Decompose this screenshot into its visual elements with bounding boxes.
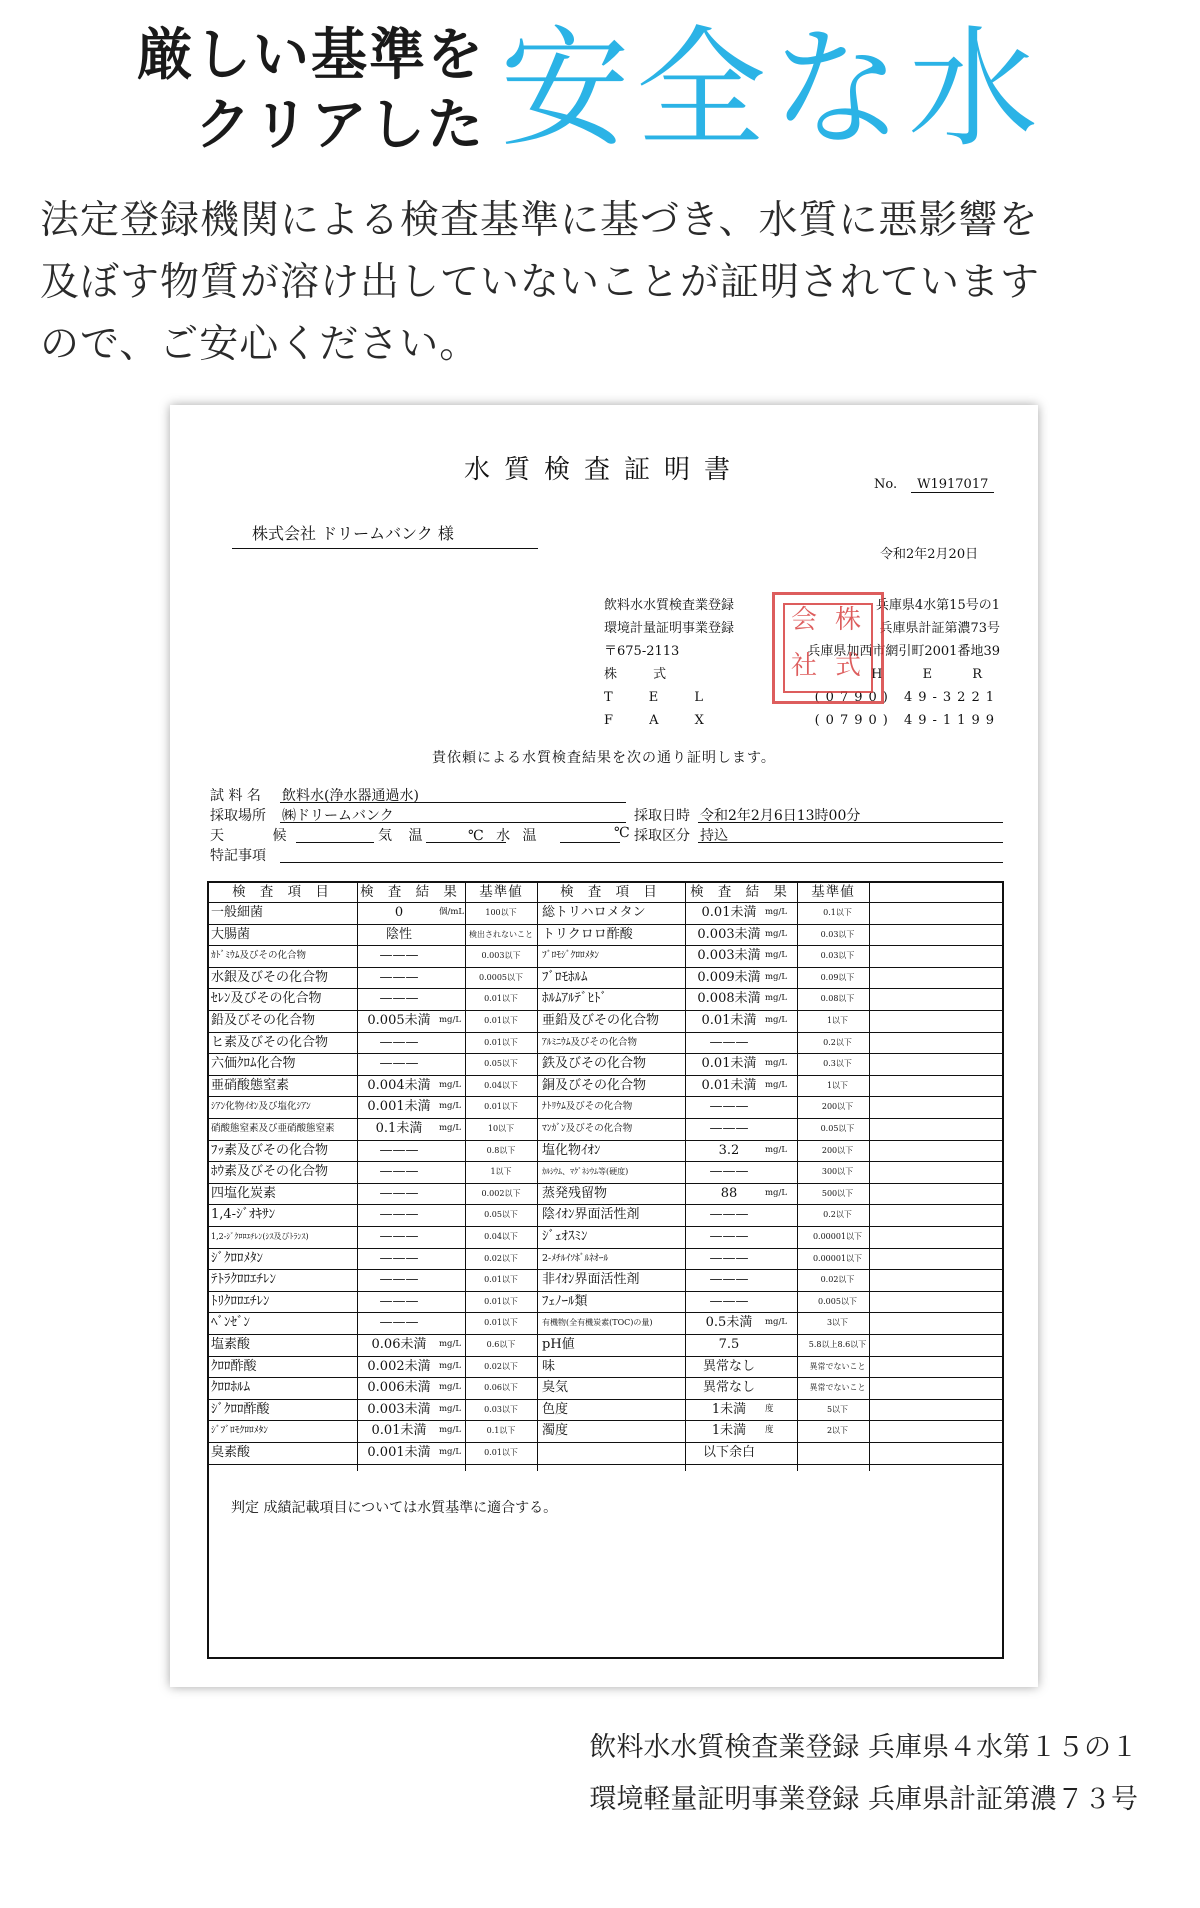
cell-item2: 亜鉛及びその化合物 — [542, 1013, 660, 1028]
cell-unit2 — [765, 1269, 795, 1291]
header-standard-2: 基準値 — [811, 884, 855, 900]
results-table — [207, 881, 1004, 1659]
header-result: 検 査 結 果 — [360, 884, 462, 900]
cell-item2: 陰ｲｵﾝ界面活性剤 — [542, 1207, 640, 1223]
cell-item: 四塩化炭素 — [211, 1185, 277, 1201]
sample-name-label: 試 料 名 — [210, 788, 261, 804]
column-divider — [465, 883, 466, 1471]
cell-result: 0.006未満 — [367, 1380, 431, 1396]
column-divider — [869, 883, 870, 1471]
cell-std: 0.01以下 — [484, 1275, 518, 1285]
cell-item2: 塩化物ｲｵﾝ — [542, 1142, 601, 1158]
headline-lead — [55, 20, 485, 160]
cell-result: ——— — [379, 1207, 419, 1223]
issuer-row-right: H E R — [871, 667, 1000, 682]
cell-item2: ﾅﾄﾘｳﾑ及びその化合物 — [542, 1101, 633, 1113]
footer-line2: 環境軽量証明事業登録 兵庫県計証第濃７３号 — [589, 1784, 1138, 1815]
table-row — [209, 1356, 1002, 1379]
cell-std: 0.003以下 — [481, 951, 521, 961]
intro-text — [40, 190, 1170, 376]
sampling-category-label: 採取区分 — [634, 828, 690, 844]
cell-unit2 — [765, 1118, 795, 1140]
cell-item: 六価ｸﾛﾑ化合物 — [211, 1056, 296, 1072]
cell-result: ——— — [379, 1250, 419, 1266]
cell-unit: mg/L — [439, 1382, 462, 1393]
issuer-row-left: F A X — [604, 713, 720, 728]
table-row — [209, 1010, 1002, 1033]
cell-std: 0.04以下 — [484, 1080, 518, 1090]
cell-std2 — [801, 1442, 874, 1464]
cell-result2: 以下余白 — [702, 1445, 755, 1460]
cell-std2: 2以下 — [826, 1426, 849, 1436]
cell-unit2 — [765, 1204, 795, 1226]
cell-item: 1,2-ｼﾞｸﾛﾛｴﾁﾚﾝ(ｼｽ及びﾄﾗﾝｽ) — [211, 1232, 309, 1241]
cell-unit2: mg/L — [765, 1058, 788, 1069]
cell-unit2 — [765, 1334, 795, 1356]
column-divider — [797, 883, 798, 1471]
cell-item2: 2-ﾒﾁﾙｲｿﾎﾞﾙﾈｵｰﾙ — [542, 1252, 609, 1264]
cell-unit2: mg/L — [765, 1144, 788, 1155]
cell-result: ——— — [379, 948, 419, 964]
underline — [280, 785, 626, 803]
cell-unit: mg/L — [439, 1079, 462, 1090]
air-temp-label: 気 温 — [378, 828, 429, 844]
cell-result: ——— — [379, 1315, 419, 1331]
table-row — [209, 1140, 1002, 1163]
cell-std2: 異常でないこと — [809, 1361, 866, 1371]
cell-result2: 異常なし — [702, 1380, 755, 1396]
cell-item2: ｼﾞｪｵｽﾐﾝ — [542, 1229, 588, 1244]
table-row — [209, 1291, 1002, 1314]
cell-result2: 0.009未満 — [697, 969, 761, 985]
table-row — [209, 1334, 1002, 1357]
cell-std: 0.03以下 — [484, 1404, 518, 1414]
certificate-number — [874, 477, 994, 493]
table-row — [209, 1053, 1002, 1076]
cell-unit2: mg/L — [765, 907, 788, 917]
headline-line2: クリアした — [195, 92, 485, 158]
cell-result2: ——— — [709, 1293, 749, 1309]
certificate-title: 水質検査証明書 — [463, 455, 744, 485]
cell-std2: 300以下 — [821, 1167, 854, 1177]
cell-result: 0.004未満 — [367, 1077, 431, 1093]
cell-std2: 0.00001以下 — [812, 1232, 863, 1241]
registration-footer — [589, 1722, 1138, 1826]
cell-unit: mg/L — [439, 1447, 462, 1457]
cell-result2: 0.01未満 — [701, 1056, 757, 1072]
cell-std2: 5.8以上8.6以下 — [808, 1340, 867, 1349]
cell-unit2 — [765, 1096, 795, 1118]
cell-item: ﾎｳ素及びその化合物 — [211, 1164, 329, 1180]
cell-std: 0.01以下 — [484, 1296, 518, 1306]
table-row — [209, 967, 1002, 990]
cell-std: 0.1以下 — [486, 1426, 516, 1436]
cell-result: ——— — [379, 1056, 419, 1072]
cell-item: 塩素酸 — [211, 1337, 251, 1352]
cell-result: ——— — [379, 1272, 419, 1288]
table-row — [209, 988, 1002, 1011]
cell-unit2 — [765, 1442, 795, 1464]
cell-result: 陰性 — [385, 926, 412, 942]
cell-item: 一般細菌 — [211, 905, 264, 920]
issuer-row-right: 兵庫県加西市網引町2001番地39 — [807, 644, 1000, 659]
table-row — [209, 1312, 1002, 1335]
cell-unit: 個/mL — [439, 907, 465, 917]
cell-result: 0.01未満 — [371, 1423, 427, 1439]
cell-unit: mg/L — [439, 1101, 462, 1112]
cell-std: 0.04以下 — [484, 1232, 518, 1241]
cell-item2: 味 — [542, 1358, 556, 1374]
intro-line2: 及ぼす物質が溶け出していないことが証明されています — [40, 260, 1041, 305]
cell-item: ｼｱﾝ化物ｲｵﾝ及び塩化ｼｱﾝ — [211, 1101, 311, 1113]
seal-character: 式 — [835, 651, 862, 681]
issuer-row-left: 環境計量証明事業登録 — [604, 621, 735, 636]
issuer-row-right: (0790) 49-3221 — [814, 690, 1000, 705]
cell-std2: 0.05以下 — [820, 1124, 855, 1133]
cell-unit: mg/L — [439, 1360, 462, 1371]
cell-unit2 — [765, 1377, 795, 1399]
cell-item2: 非ｲｵﾝ界面活性剤 — [542, 1272, 640, 1288]
cell-result2: 0.003未満 — [697, 948, 761, 964]
cell-std: 0.8以下 — [486, 1145, 516, 1155]
cell-item2 — [542, 1442, 684, 1464]
cell-unit2 — [765, 1226, 795, 1248]
underline — [280, 845, 1003, 863]
cell-std: 0.05以下 — [484, 1210, 518, 1220]
cell-result: ——— — [379, 1229, 419, 1244]
cell-unit2: mg/L — [765, 950, 788, 961]
table-row — [209, 924, 1002, 947]
intro-line3: ので、ご安心ください。 — [40, 322, 480, 367]
sampling-place-label: 採取場所 — [210, 808, 266, 824]
cell-std2: 200以下 — [821, 1102, 854, 1112]
cell-std: 0.6以下 — [486, 1340, 516, 1349]
cell-std: 検出されないこと — [469, 929, 533, 939]
cell-unit: mg/L — [439, 1403, 462, 1414]
cell-item: ｼﾞﾌﾞﾛﾓｸﾛﾛﾒﾀﾝ — [211, 1425, 269, 1437]
cell-item2: pH値 — [542, 1337, 575, 1352]
cell-result: 0.001未満 — [367, 1099, 431, 1115]
seal-character: 社 — [791, 651, 818, 681]
cell-unit2: mg/L — [765, 928, 788, 939]
header-item: 検 査 項 目 — [232, 884, 334, 900]
underline — [560, 825, 620, 843]
table-row — [209, 1377, 1002, 1400]
cell-std2: 0.2以下 — [823, 1210, 852, 1220]
table-row — [209, 1183, 1002, 1206]
cell-std2: 1以下 — [826, 1016, 849, 1025]
column-divider — [685, 883, 686, 1471]
company-seal-stamp — [772, 592, 884, 704]
header-item-2: 検 査 項 目 — [560, 884, 662, 900]
issuer-row-right: 兵庫県4水第15号の1 — [875, 598, 1000, 613]
cell-std: 0.01以下 — [484, 1016, 518, 1025]
cell-result2: 0.003未満 — [697, 926, 761, 942]
cell-result2: 0.01未満 — [701, 905, 757, 920]
cell-item2: 臭気 — [542, 1380, 569, 1396]
cell-unit2 — [765, 1032, 795, 1054]
cell-result2: ——— — [709, 1272, 749, 1288]
header-standard: 基準値 — [479, 884, 523, 900]
table-row — [209, 902, 1002, 925]
cell-result2: 7.5 — [718, 1337, 740, 1352]
cell-item: ﾃﾄﾗｸﾛﾛｴﾁﾚﾝ — [211, 1272, 276, 1288]
underline — [698, 805, 1003, 823]
issuer-row-left: 株 式 — [604, 667, 683, 682]
table-row — [209, 1118, 1002, 1141]
cell-unit2: mg/L — [765, 1187, 788, 1198]
cell-item: ﾍﾞﾝｾﾞﾝ — [211, 1315, 250, 1331]
cell-std2: 0.005以下 — [818, 1296, 857, 1306]
certification-statement: 貴依頼による水質検査結果を次の通り証明します。 — [432, 750, 776, 766]
cell-result: ——— — [379, 969, 419, 985]
cell-item2: ﾏﾝｶﾞﾝ及びその化合物 — [542, 1123, 633, 1134]
cell-item: 硝酸態窒素及び亜硝酸態窒素 — [211, 1123, 335, 1134]
table-row — [209, 1096, 1002, 1119]
cell-result: ——— — [379, 1293, 419, 1309]
cell-item: ﾄﾘｸﾛﾛｴﾁﾚﾝ — [211, 1293, 270, 1309]
column-divider — [357, 883, 358, 1471]
table-row — [209, 1161, 1002, 1184]
cell-item: 亜硝酸態窒素 — [211, 1077, 290, 1093]
certificate-number-value: W1917017 — [911, 477, 994, 493]
cell-std: 0.05以下 — [484, 1059, 518, 1069]
cell-item: ｼﾞｸﾛﾛ酢酸 — [211, 1401, 270, 1417]
judgement-text: 判定 成績記載項目については水質基準に適合する。 — [231, 1500, 558, 1516]
cell-unit2: mg/L — [765, 1015, 788, 1025]
cell-item: 水銀及びその化合物 — [211, 969, 329, 985]
cell-item: ｸﾛﾛﾎﾙﾑ — [211, 1380, 250, 1396]
cell-item2: 総トリハロメタン — [542, 905, 646, 920]
header-result-2: 検 査 結 果 — [690, 884, 792, 900]
issuer-row-right: 兵庫県計証第濃73号 — [879, 621, 1000, 636]
addressee: 株式会社 ドリームバンク 様 — [232, 521, 538, 549]
cell-result2: ——— — [709, 1034, 749, 1050]
table-row — [209, 1248, 1002, 1271]
issuer-row-left: 飲料水水質検査業登録 — [604, 598, 735, 613]
column-divider — [537, 883, 538, 1471]
cell-unit2 — [765, 1356, 795, 1378]
cell-unit2 — [765, 1161, 795, 1183]
cell-result: 0.002未満 — [367, 1358, 431, 1374]
issuer-row-right: (0790) 49-1199 — [814, 713, 1000, 728]
underline — [698, 825, 1003, 843]
cell-item2: 銅及びその化合物 — [542, 1077, 647, 1093]
cell-item: 大腸菌 — [211, 926, 251, 942]
cell-result: 0.001未満 — [367, 1445, 431, 1460]
cell-item2: 有機物(全有機炭素(TOC)の量) — [542, 1318, 653, 1328]
cell-result2: 3.2 — [718, 1142, 740, 1158]
cell-std: 0.0005以下 — [479, 972, 523, 982]
table-row — [209, 1442, 1002, 1465]
cell-std: 0.02以下 — [484, 1253, 518, 1263]
cell-result: 0.005未満 — [367, 1013, 431, 1028]
cell-unit2: mg/L — [765, 1079, 788, 1090]
issuer-row-left: 〒675-2113 — [604, 644, 680, 659]
cell-std2: 5以下 — [826, 1404, 849, 1414]
cell-std: 0.06以下 — [484, 1383, 518, 1393]
cell-result: ——— — [379, 991, 419, 1007]
cell-std2: 0.02以下 — [820, 1275, 855, 1285]
cell-std: 0.02以下 — [484, 1361, 518, 1371]
cell-unit2: 度 — [765, 1425, 774, 1436]
headline-line1: 厳しい基準を — [137, 22, 485, 88]
table-row — [209, 1075, 1002, 1098]
water-temp-unit: ℃ — [614, 825, 630, 841]
cell-item2: ｶﾙｼｳﾑ、ﾏｸﾞﾈｼｳﾑ等(硬度) — [542, 1167, 629, 1177]
certificate-number-label: No. — [874, 477, 898, 492]
cell-item2: 濁度 — [542, 1423, 569, 1439]
cell-unit: mg/L — [439, 1425, 462, 1436]
cell-result2: 0.01未満 — [701, 1077, 757, 1093]
certificate-image — [170, 405, 1038, 1687]
cell-result: ——— — [379, 1185, 419, 1201]
weather-label: 天 候 — [210, 828, 309, 844]
cell-item2: ﾎﾙﾑｱﾙﾃﾞﾋﾄﾞ — [542, 991, 607, 1007]
cell-std2: 1以下 — [826, 1080, 849, 1090]
table-row — [209, 945, 1002, 968]
cell-result2: 1未満 — [711, 1423, 747, 1439]
cell-std: 0.01以下 — [484, 1318, 518, 1328]
cell-result2: ——— — [709, 1099, 749, 1115]
cell-item: 鉛及びその化合物 — [211, 1013, 316, 1028]
cell-item: ｼﾞｸﾛﾛﾒﾀﾝ — [211, 1250, 263, 1266]
cell-std: 0.01以下 — [484, 1448, 518, 1457]
cell-result2: ——— — [709, 1207, 749, 1223]
cell-std2: 異常でないこと — [809, 1383, 866, 1393]
cell-result: 0.06未満 — [371, 1337, 427, 1352]
cell-item2: ﾌﾞﾛﾓｼﾞｸﾛﾛﾒﾀﾝ — [542, 950, 600, 962]
cell-unit: mg/L — [439, 1339, 462, 1349]
cell-result: ——— — [379, 1034, 419, 1050]
cell-result2: ——— — [709, 1164, 749, 1180]
cell-std2: 0.09以下 — [820, 972, 855, 982]
issue-date: 令和2年2月20日 — [880, 547, 979, 562]
cell-item2: ｱﾙﾐﾆｳﾑ及びその化合物 — [542, 1036, 638, 1048]
cell-std2: 0.00001以下 — [812, 1253, 863, 1263]
seal-character: 会 — [791, 605, 818, 635]
headline-accent: 安全な水 — [500, 13, 1045, 165]
cell-std: 0.01以下 — [484, 994, 518, 1004]
cell-unit: mg/L — [439, 1123, 462, 1133]
table-row — [209, 1399, 1002, 1422]
cell-std: 0.002以下 — [481, 1188, 521, 1198]
cell-std2: 0.03以下 — [820, 929, 855, 939]
sampling-time-label: 採取日時 — [634, 808, 690, 824]
sampling-place-value: ㈱ドリームバンク — [282, 808, 394, 824]
cell-result2: 0.008未満 — [697, 991, 761, 1007]
remarks-label: 特記事項 — [210, 848, 266, 864]
cell-result2: ——— — [709, 1121, 749, 1136]
cell-item: ｾﾚﾝ及びその化合物 — [211, 991, 322, 1007]
cell-item2: 色度 — [542, 1401, 569, 1417]
cell-result2: ——— — [709, 1229, 749, 1244]
cell-result2: 異常なし — [702, 1358, 755, 1374]
table-row — [209, 1204, 1002, 1227]
cell-item: ヒ素及びその化合物 — [211, 1034, 329, 1050]
sampling-time-value: 令和2年2月6日13時00分 — [700, 808, 861, 824]
cell-unit2 — [765, 1248, 795, 1270]
cell-std2: 0.2以下 — [823, 1037, 852, 1047]
underline — [296, 825, 374, 843]
cell-std2: 0.3以下 — [823, 1059, 852, 1069]
cell-item2: ﾌｪﾉｰﾙ類 — [542, 1293, 588, 1309]
cell-result2: 0.5未満 — [705, 1315, 753, 1331]
cell-result2: 0.01未満 — [701, 1013, 757, 1028]
cell-std: 10以下 — [487, 1124, 515, 1133]
seal-character: 株 — [835, 605, 862, 635]
cell-std2: 0.08以下 — [820, 994, 855, 1004]
cell-result2: 1未満 — [711, 1401, 747, 1417]
table-header — [209, 883, 1002, 903]
cell-std2: 0.1以下 — [823, 908, 852, 917]
cell-unit: mg/L — [439, 1015, 462, 1025]
cell-unit2: mg/L — [765, 1317, 788, 1328]
cell-std: 0.01以下 — [484, 1102, 518, 1112]
cell-item2: 鉄及びその化合物 — [542, 1056, 647, 1072]
cell-item: ﾌｯ素及びその化合物 — [211, 1142, 329, 1158]
table-row — [209, 1420, 1002, 1443]
cell-std2: 0.03以下 — [820, 951, 855, 961]
cell-item2: ﾌﾞﾛﾓﾎﾙﾑ — [542, 969, 588, 985]
cell-result: ——— — [379, 1142, 419, 1158]
cell-item2: 蒸発残留物 — [542, 1185, 608, 1201]
intro-line1: 法定登録機関による検査基準に基づき、水質に悪影響を — [40, 198, 1039, 243]
cell-std2: 200以下 — [821, 1145, 854, 1155]
cell-unit2 — [765, 1291, 795, 1313]
table-row — [209, 1269, 1002, 1292]
sample-name-value: 飲料水(浄水器通過水) — [282, 788, 419, 804]
cell-item: 1,4-ｼﾞｵｷｻﾝ — [211, 1207, 276, 1223]
sampling-category-value: 持込 — [700, 828, 728, 844]
cell-std2: 500以下 — [821, 1188, 854, 1198]
cell-unit2: mg/L — [765, 993, 788, 1004]
footer-line1: 飲料水水質検査業登録 兵庫県４水第１５の１ — [589, 1732, 1138, 1763]
cell-unit2: mg/L — [765, 971, 788, 982]
cell-item: 臭素酸 — [211, 1445, 251, 1460]
cell-result2: ——— — [709, 1250, 749, 1266]
cell-std: 100以下 — [485, 908, 517, 917]
water-temp-label: ℃ 水 温 — [468, 828, 541, 844]
cell-result: 0.003未満 — [367, 1401, 431, 1417]
cell-result: ——— — [379, 1164, 419, 1180]
cell-result: 0 — [394, 905, 404, 920]
cell-std2: 3以下 — [826, 1318, 849, 1328]
headline — [55, 6, 1165, 176]
cell-result2: 88 — [720, 1185, 738, 1201]
cell-item: ｸﾛﾛ酢酸 — [211, 1358, 257, 1374]
issuer-row-left: T E L — [604, 690, 720, 705]
cell-item2: トリクロロ酢酸 — [542, 926, 633, 942]
cell-result: 0.1未満 — [375, 1121, 423, 1136]
table-row — [209, 1226, 1002, 1249]
cell-item: ｶﾄﾞﾐｳﾑ及びその化合物 — [211, 950, 307, 962]
cell-unit2: 度 — [765, 1403, 774, 1414]
table-row — [209, 1032, 1002, 1055]
cell-std: 0.01以下 — [484, 1037, 518, 1047]
cell-std: 1以下 — [490, 1167, 512, 1177]
underline — [280, 805, 626, 823]
